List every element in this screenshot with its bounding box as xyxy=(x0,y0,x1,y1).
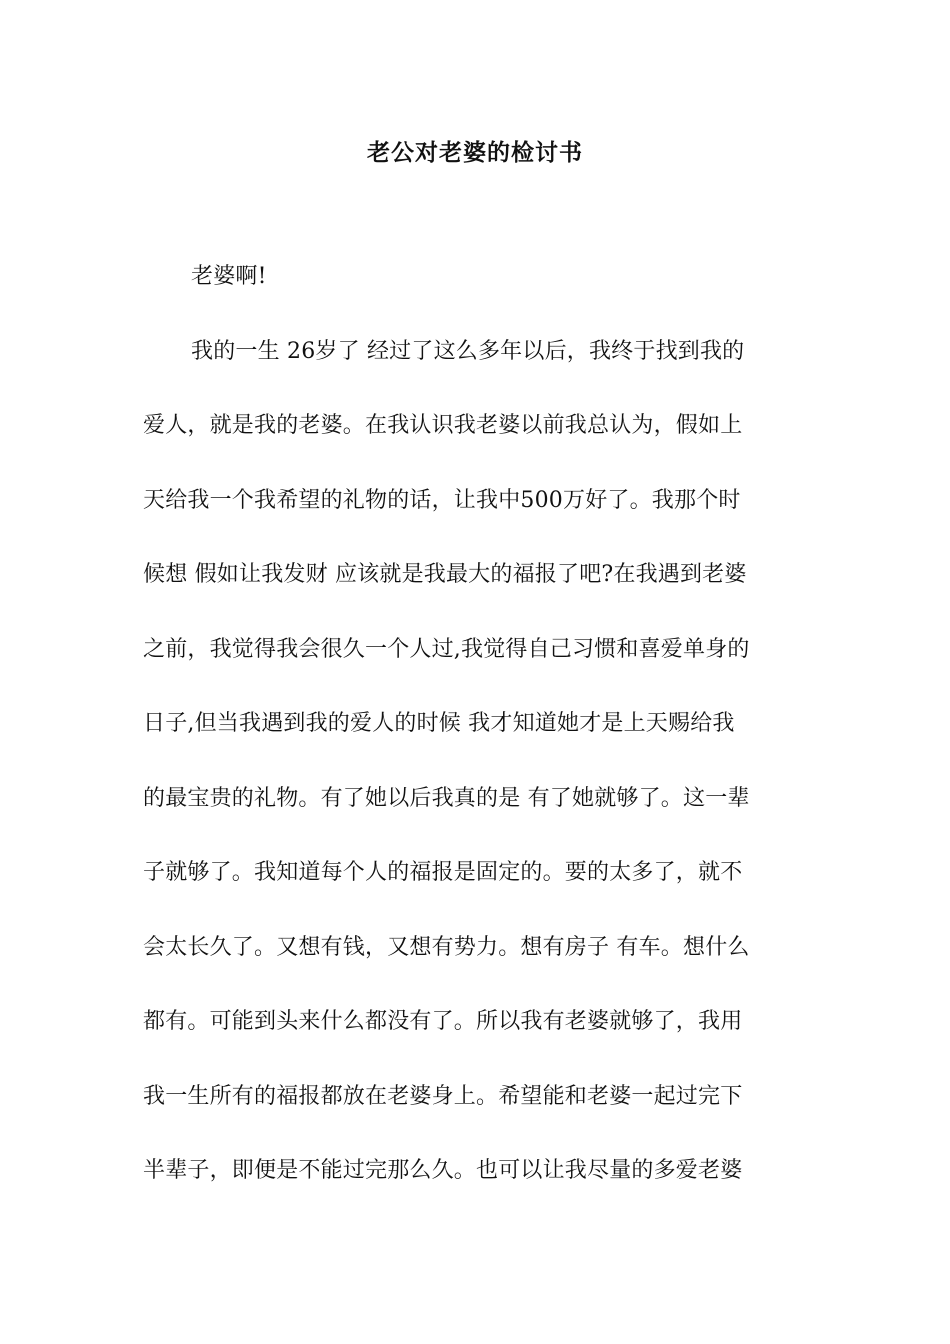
paragraph-line: 日子,但当我遇到我的爱人的时候 我才知道她才是上天赐给我 xyxy=(143,711,735,736)
paragraph-line: 候想 假如让我发财 应该就是我最大的福报了吧?在我遇到老婆 xyxy=(143,562,747,587)
paragraph-line: 会太长久了。又想有钱，又想有势力。想有房子 有车。想什么 xyxy=(143,935,750,960)
paragraph-line: 爱人，就是我的老婆。在我认识我老婆以前我总认为，假如上 xyxy=(143,413,743,438)
paragraph-line: 的最宝贵的礼物。有了她以后我真的是 有了她就够了。这一辈 xyxy=(143,786,750,811)
paragraph-line: 都有。可能到头来什么都没有了。所以我有老婆就够了，我用 xyxy=(143,1009,743,1034)
paragraph-line: 之前，我觉得我会很久一个人过,我觉得自己习惯和喜爱单身的 xyxy=(143,637,750,662)
paragraph-line: 我的一生 26岁了 经过了这么多年以后，我终于找到我的 xyxy=(191,339,745,364)
salutation-line: 老婆啊! xyxy=(191,264,267,289)
page-title: 老公对老婆的检讨书 xyxy=(367,139,583,166)
paragraph-line: 子就够了。我知道每个人的福报是固定的。要的太多了，就不 xyxy=(143,860,743,885)
paragraph-line: 天给我一个我希望的礼物的话，让我中500万好了。我那个时 xyxy=(143,488,741,513)
paragraph-line: 半辈子，即便是不能过完那么久。也可以让我尽量的多爱老婆 xyxy=(143,1158,743,1183)
paragraph-line: 我一生所有的福报都放在老婆身上。希望能和老婆一起过完下 xyxy=(143,1084,743,1109)
